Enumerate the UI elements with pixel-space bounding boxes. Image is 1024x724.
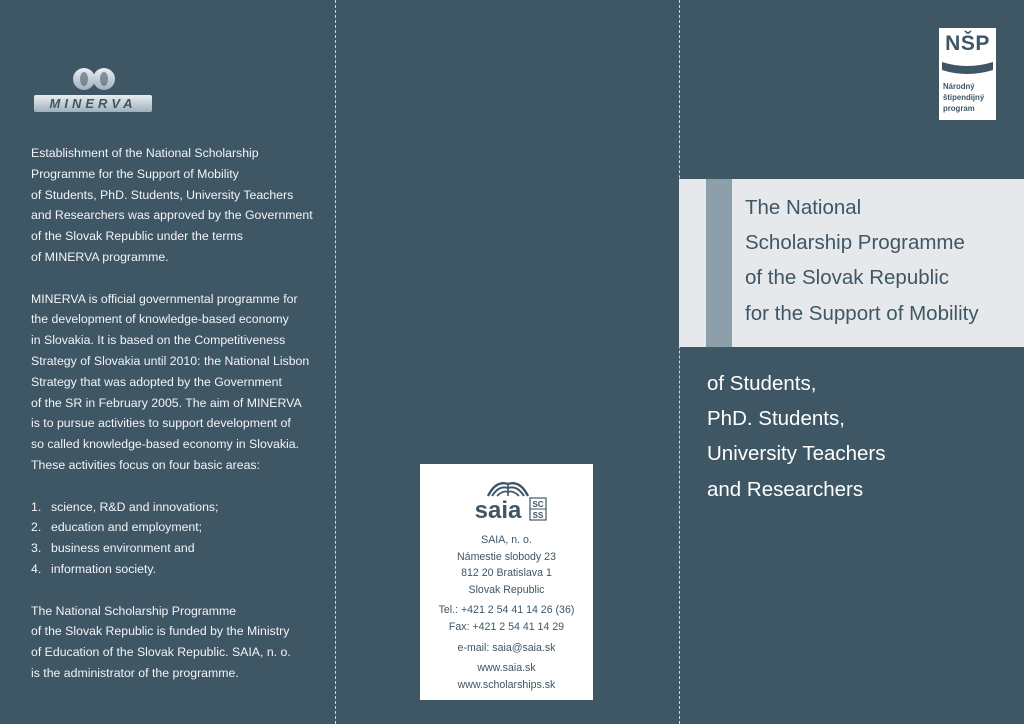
intro-line: of Students, PhD. Students, University Teachers bbox=[31, 187, 294, 202]
subtitle-line: and Researchers bbox=[707, 477, 864, 501]
minerva-logo-icon bbox=[32, 66, 154, 116]
title-line: Scholarship Programme bbox=[745, 231, 965, 255]
nsp-logo bbox=[939, 28, 996, 120]
saia-country: Slovak Republic bbox=[468, 583, 545, 596]
list-item bbox=[31, 559, 327, 580]
minerva-line: so called knowledge-based economy in Slovakia. bbox=[31, 437, 299, 452]
minerva-line: MINERVA is official governmental programme for bbox=[31, 291, 298, 306]
fold-line-right bbox=[679, 0, 680, 724]
funding-line: of Education of the Slovak Republic. SAIA, n. o. bbox=[31, 645, 291, 660]
funding-line: of the Slovak Republic is funded by the Ministry bbox=[31, 624, 290, 639]
nsp-logo-subtitle bbox=[943, 81, 995, 114]
minerva-line: in Slovakia. It is based on the Competitiveness bbox=[31, 333, 286, 348]
saia-org-name: SAIA, n. o. bbox=[481, 534, 532, 546]
saia-logo-text: saia bbox=[474, 497, 522, 524]
intro-line: Programme for the Support of Mobility bbox=[31, 166, 239, 181]
saia-website: www.saia.sk bbox=[477, 662, 536, 675]
title-line: for the Support of Mobility bbox=[745, 301, 979, 325]
fold-line-left bbox=[335, 0, 336, 724]
minerva-line: the development of knowledge-based economy bbox=[31, 312, 289, 327]
nsp-logo-line: Národný bbox=[943, 82, 975, 91]
minerva-line: Strategy that was adopted by the Government bbox=[31, 374, 282, 389]
list-item-number: 3. bbox=[31, 541, 42, 556]
saia-address bbox=[420, 532, 593, 693]
list-item-number: 1. bbox=[31, 499, 42, 514]
title-line: The National bbox=[745, 196, 862, 219]
left-panel-text bbox=[31, 143, 327, 705]
saia-logo-side-top: SC bbox=[532, 500, 544, 509]
nsp-logo-letters: NŠP bbox=[945, 32, 990, 55]
minerva-line: These activities focus on four basic areas: bbox=[31, 457, 260, 472]
intro-line: Establishment of the National Scholarship bbox=[31, 146, 259, 160]
minerva-logo bbox=[32, 66, 154, 116]
saia-logo-side-bottom: SS bbox=[532, 511, 544, 520]
programme-subtitle bbox=[707, 366, 1007, 507]
minerva-logo-text: MINERVA bbox=[49, 96, 137, 111]
minerva-line: of the SR in February 2005. The aim of MINERVA bbox=[31, 395, 302, 410]
saia-phone: Tel.: +421 2 54 41 14 26 (36) bbox=[438, 604, 575, 617]
nsp-logo-line: program bbox=[943, 104, 975, 113]
funding-line: is the administrator of the programme. bbox=[31, 665, 239, 680]
intro-line: of MINERVA programme. bbox=[31, 249, 169, 264]
saia-street: Námestie slobody 23 bbox=[457, 550, 556, 563]
title-accent-bar bbox=[706, 179, 732, 347]
list-item-text: education and employment; bbox=[51, 520, 203, 535]
saia-city: 812 20 Bratislava 1 bbox=[461, 567, 552, 580]
list-item bbox=[31, 538, 327, 559]
saia-logo bbox=[466, 476, 550, 524]
title-line: of the Slovak Republic bbox=[745, 266, 949, 290]
saia-email: e-mail: saia@saia.sk bbox=[457, 641, 556, 654]
minerva-line: Strategy of Slovakia until 2010: the National Lisbon bbox=[31, 353, 310, 368]
wave-icon bbox=[942, 60, 993, 76]
list-item bbox=[31, 497, 327, 518]
list-item-text: science, R&D and innovations; bbox=[51, 499, 219, 514]
list-item-text: business environment and bbox=[51, 541, 195, 556]
subtitle-line: University Teachers bbox=[707, 442, 886, 466]
scholarships-website: www.scholarships.sk bbox=[457, 678, 556, 691]
intro-paragraph bbox=[31, 143, 327, 268]
programme-title bbox=[745, 190, 1020, 331]
list-item-text: information society. bbox=[51, 561, 157, 576]
areas-list bbox=[31, 497, 327, 580]
list-item-number: 2. bbox=[31, 520, 42, 535]
subtitle-line: PhD. Students, bbox=[707, 407, 845, 431]
saia-fax: Fax: +421 2 54 41 14 29 bbox=[448, 620, 565, 633]
minerva-paragraph bbox=[31, 289, 327, 476]
subtitle-line: of Students, bbox=[707, 372, 817, 395]
nsp-logo-line: štipendijný bbox=[943, 93, 985, 102]
funding-line: The National Scholarship Programme bbox=[31, 603, 237, 618]
minerva-line: is to pursue activities to support development of bbox=[31, 416, 291, 431]
saia-logo-icon bbox=[466, 476, 550, 524]
funding-paragraph bbox=[31, 601, 327, 684]
list-item-number: 4. bbox=[31, 561, 42, 576]
intro-line: and Researchers was approved by the Government bbox=[31, 208, 313, 223]
saia-contact-box bbox=[420, 464, 593, 700]
intro-line: of the Slovak Republic under the terms bbox=[31, 229, 243, 244]
list-item bbox=[31, 517, 327, 538]
